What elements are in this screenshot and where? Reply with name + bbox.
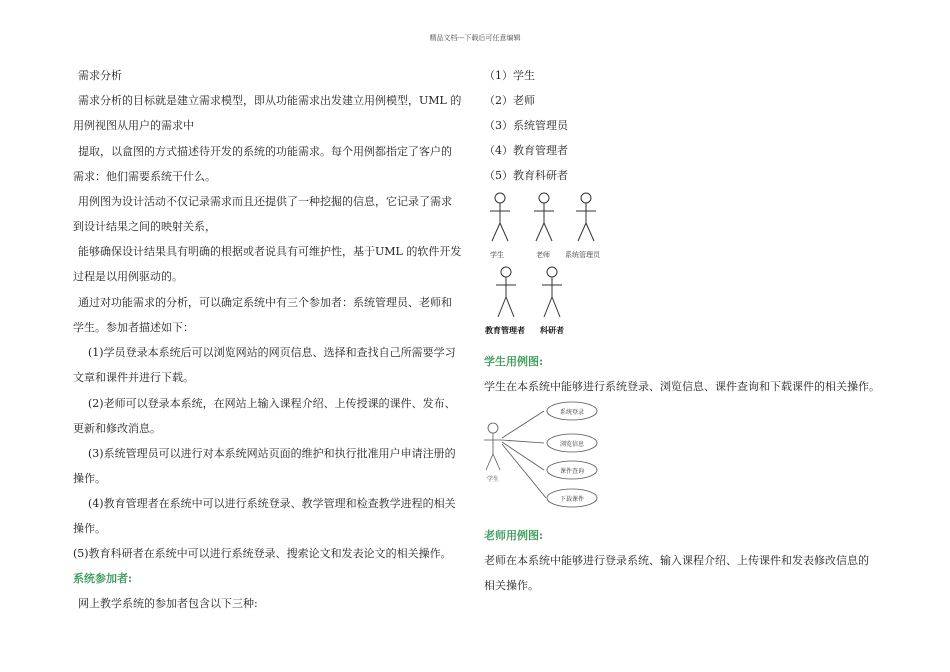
participant-desc-5: (5)教育科研者在系统中可以进行系统登录、搜索论文和发表论文的相关操作。 [73,547,452,560]
stick-figure-icon [484,423,502,470]
section-heading-teacher: 老师用例图: [484,529,544,542]
use-case-actor-label: 学生 [487,476,500,483]
stick-figure-icon [496,267,516,317]
actor-list-item: （1）学生 [484,69,535,82]
student-description: 学生在本系统中能够进行系统登录、浏览信息、课件查询和下载课件的相关操作。 [484,380,880,393]
teacher-description: 相关操作。 [484,579,539,592]
paragraph-line: 过程是以用例驱动的。 [73,270,183,283]
actors-figure [480,185,620,345]
actor-list-item: （5）教育科研者 [484,169,568,182]
paragraph-line: 通过对功能需求的分析，可以确定系统中有三个参加者：系统管理员、老师和 [78,296,452,309]
student-use-case-diagram [480,398,610,516]
participant-desc-1: (1)学员登录本系统后可以浏览网站的网页信息、选择和查找自己所需要学习 [88,346,456,359]
actor-list-item: （2）老师 [484,94,535,107]
stick-figure-icon [534,193,554,241]
paragraph-line: 文章和课件并进行下载。 [73,371,194,384]
actor-label: 教育管理者 [485,325,525,335]
paragraph-line: 需求分析的目标就是建立需求模型，即从功能需求出发建立用例模型，UML 的 [78,94,462,107]
actor-label: 学生 [490,251,504,259]
stick-figure-icon [490,193,510,241]
paragraph-line: 学生。参加者描述如下： [73,321,194,334]
use-case-label: 浏览信息 [560,441,585,448]
paragraph-line: 能够确保设计结果具有明确的根据或者说具有可维护性，基于UML 的软件开发 [78,245,462,258]
actor-label: 老师 [536,251,550,259]
paragraph-line: 需求：他们需要系统干什么。 [73,170,216,183]
paragraph-line: 操作。 [73,522,106,535]
teacher-description: 老师在本系统中能够进行登录系统、输入课程介绍、上传课件和发表修改信息的 [484,554,869,567]
paragraph-line: 操作。 [73,472,106,485]
paragraph-line: 用例图为设计活动不仅记录需求而且还提供了一种挖掘的信息，它记录了需求 [78,195,452,208]
page-header: 精品文档---下载后可任意编辑 [429,34,521,42]
participant-desc-3: (3)系统管理员可以进行对本系统网站页面的维护和执行批准用户申请注册的 [88,447,456,460]
stick-figure-icon [576,193,596,241]
use-case-label: 下载课件 [560,496,585,503]
participant-desc-2: (2)老师可以登录本系统，在网站上输入课程介绍、上传授课的课件、发布、 [88,397,456,410]
use-case-label: 课件查询 [560,468,585,475]
paragraph-line: 更新和修改消息。 [73,422,161,435]
paragraph-line: 提取，以盒图的方式描述待开发的系统的功能需求。每个用例都指定了客户的 [78,145,452,158]
actor-label: 科研者 [540,325,564,335]
section-title-requirements: 需求分析 [78,69,122,82]
stick-figure-icon [542,267,562,317]
paragraph-line: 到设计结果之间的映射关系， [73,220,216,233]
actor-list-item: （4）教育管理者 [484,144,568,157]
participant-desc-4: (4)教育管理者在系统中可以进行系统登录、教学管理和检查教学进程的相关 [88,497,456,510]
actor-label: 系统管理员 [565,251,600,259]
paragraph-line: 网上教学系统的参加者包含以下三种: [78,597,258,610]
actor-list-item: （3）系统管理员 [484,119,568,132]
section-heading-student: 学生用例图: [484,355,544,368]
paragraph-line: 用例视图从用户的需求中 [73,119,194,132]
use-case-label: 系统登录 [560,409,585,416]
section-heading-participants: 系统参加者: [73,572,133,585]
